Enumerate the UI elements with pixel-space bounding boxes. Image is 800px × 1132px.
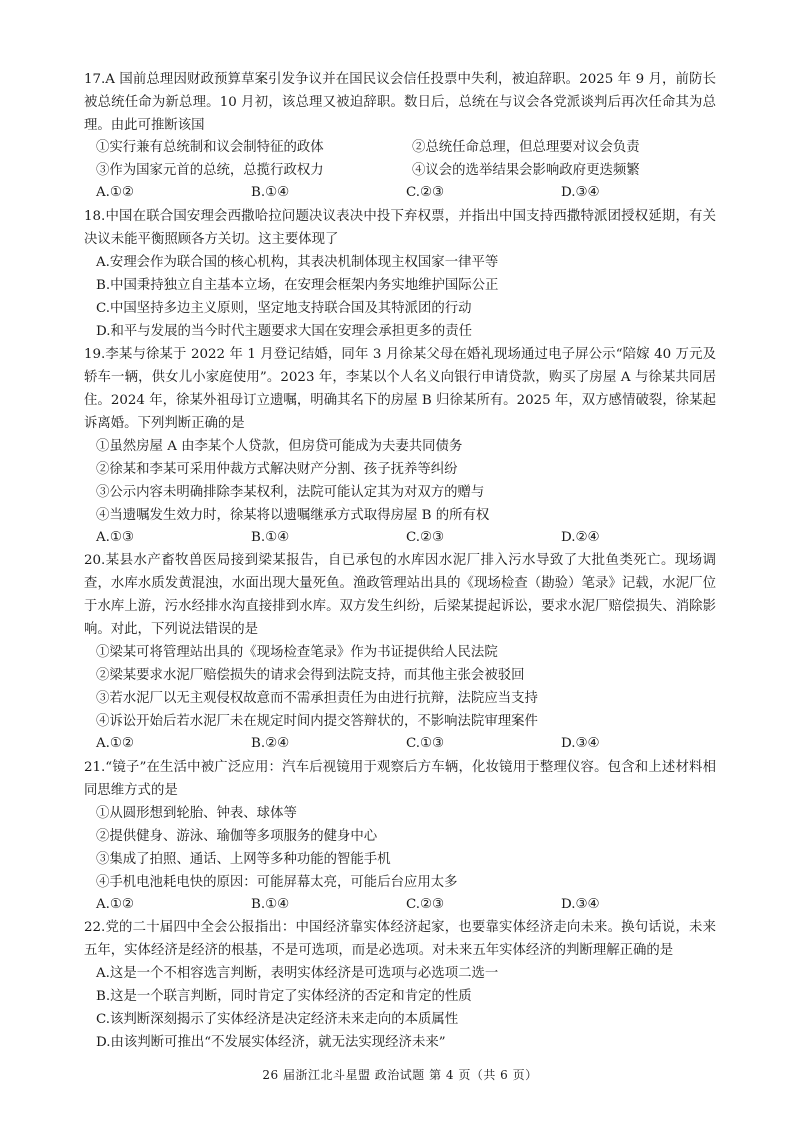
- question-stem: 20.某县水产畜牧兽医局接到梁某报告，自已承包的水库因水泥厂排入污水导致了大批鱼类死亡。现场调查，水库水质发黄混浊，水面出现大量死鱼。渔政管理站出具的《现场检查（勘验）笔录》记载，水泥厂位于水库上游，污水经排水沟直接排到水库。双方发生纠纷，后梁某提起诉讼，要求水泥厂赔偿损失、消除影响。对此，下列说法错误的是: [84, 553, 716, 637]
- question-stem: 21.“镜子”在生活中被广泛应用：汽车后视镜用于观察后方车辆，化妆镜用于整理仪容。包含和上述材料相同思维方式的是: [84, 759, 716, 798]
- choice-b: B.①④: [251, 185, 290, 200]
- answer-choices: [84, 527, 716, 550]
- choice-c: C.中国坚持多边主义原则，坚定地支持联合国及其特派团的行动: [96, 300, 472, 316]
- answer-choices: [84, 733, 716, 756]
- option-4: ④议会的选举结果会影响政府更迭频繁: [412, 162, 640, 178]
- choice-d: D.②④: [561, 529, 600, 545]
- option-2: ②徐某和李某可采用仲裁方式解决财产分割、孩子抚养等纠纷: [96, 461, 458, 477]
- choice-c: C.②③: [406, 185, 445, 200]
- option-2: ②总统任命总理，但总理要对议会负责: [412, 140, 640, 155]
- choice-c: C.②③: [406, 896, 445, 912]
- option-4: ④诉讼开始后若水泥厂未在规定时间内提交答辩状的，不影响法院审理案件: [96, 714, 538, 729]
- option-3: ③若水泥厂以无主观侵权故意而不需承担责任为由进行抗辩，法院应当支持: [96, 691, 538, 706]
- choice-a: A.安理会作为联合国的核心机构，其表决机制体现主权国家一律平等: [96, 254, 499, 270]
- choice-c: C.该判断深刻揭示了实体经济是决定经济未来走向的本质属性: [96, 1012, 459, 1027]
- choice-a: A.①③: [96, 529, 134, 545]
- option-3: ③集成了拍照、通话、上网等多种功能的智能手机: [96, 851, 391, 867]
- question-17: [84, 68, 716, 205]
- option-3: ③作为国家元首的总统，总揽行政权力: [96, 162, 324, 178]
- question-stem: 17.A 国前总理因财政预算草案引发争议并在国民议会信任投票中失利，被迫辞职。2025 年 9 月，前防长被总统任命为新总理。10 月初，该总理又被迫辞职。数日后，总统在与议会各党派谈判后再次任命其为总理。由此可推断该国: [84, 72, 716, 133]
- choice-a: A.①②: [96, 896, 134, 912]
- question-18: [84, 205, 716, 343]
- option-row: [84, 137, 716, 160]
- choice-b: B.中国秉持独立自主基本立场，在安理会框架内务实地维护国际公正: [96, 277, 499, 293]
- choice-c: C.②③: [406, 529, 445, 545]
- option-4: ④当遗嘱发生效力时，徐某将以遗嘱继承方式取得房屋 B 的所有权: [96, 507, 490, 523]
- choice-b: B.这是一个联言判断，同时肯定了实体经济的否定和肯定的性质: [96, 989, 472, 1004]
- choice-a: A.①②: [96, 736, 134, 751]
- choice-b: B.②④: [251, 736, 290, 751]
- choice-a: A.这是一个不相容选言判断，表明实体经济是可选项与必选项二选一: [96, 966, 499, 981]
- choice-d: D.和平与发展的当今时代主题要求大国在安理会承担更多的责任: [96, 323, 473, 339]
- option-row: [84, 160, 716, 183]
- option-2: ②梁某要求水泥厂赔偿损失的请求会得到法院支持，而其他主张会被驳回: [96, 668, 525, 683]
- exam-page: [84, 68, 716, 1054]
- option-1: ①从圆形想到轮胎、钟表、球体等: [96, 805, 297, 821]
- option-1: ①梁某可将管理站出具的《现场检查笔录》作为书证提供给人民法院: [96, 645, 498, 660]
- choice-b: B.①④: [251, 896, 290, 912]
- question-stem: 18.中国在联合国安理会西撒哈拉问题决议表决中投下弃权票，并指出中国支持西撒特派团授权延期，有关决议未能平衡照顾各方关切。这主要体现了: [84, 208, 716, 247]
- answer-choices: [84, 182, 716, 205]
- choice-d: D.由该判断可推出“不发展实体经济，就无法实现经济未来”: [96, 1035, 446, 1050]
- option-1: ①虽然房屋 A 由李某个人贷款，但房贷可能成为夫妻共同债务: [96, 438, 463, 454]
- question-19: [84, 343, 716, 550]
- option-4: ④手机电池耗电快的原因：可能屏幕太亮，可能后台应用太多: [96, 874, 458, 890]
- option-2: ②提供健身、游泳、瑜伽等多项服务的健身中心: [96, 828, 378, 844]
- answer-choices: [84, 894, 716, 917]
- choice-a: A.①②: [96, 185, 134, 200]
- choice-d: D.③④: [561, 896, 600, 912]
- choice-d: D.③④: [561, 185, 600, 200]
- option-3: ③公示内容未明确排除李某权利，法院可能认定其为对双方的赠与: [96, 484, 485, 500]
- choice-d: D.③④: [561, 736, 600, 751]
- question-stem: 19.李某与徐某于 2022 年 1 月登记结婚，同年 3 月徐某父母在婚礼现场通过电子屏公示“陪嫁 40 万元及轿车一辆，供女儿小家庭使用”。2023 年，李某以个人名义向银行申请贷款，购买了房屋 A 与徐某共同居住。2024 年，徐某外祖母订立遗嘱，明确其名下的房屋 B 归徐某所有。2025 年，双方感情破裂，徐某起诉离婚。下列判断正确的是: [84, 346, 716, 431]
- choice-c: C.①③: [406, 736, 445, 751]
- question-21: [84, 756, 716, 917]
- option-1: ①实行兼有总统制和议会制特征的政体: [96, 140, 324, 155]
- choice-b: B.①④: [251, 529, 290, 545]
- question-22: [84, 916, 716, 1054]
- question-stem: 22.党的二十届四中全会公报指出：中国经济靠实体经济起家，也要靠实体经济走向未来。换句话说，未来五年，实体经济是经济的根基，不是可选项，而是必选项。对未来五年实体经济的判断理解正确的是: [84, 920, 716, 958]
- question-20: [84, 549, 716, 756]
- page-footer: 26 届浙江北斗星盟 政治试题 第 4 页（共 6 页）: [262, 1068, 538, 1082]
